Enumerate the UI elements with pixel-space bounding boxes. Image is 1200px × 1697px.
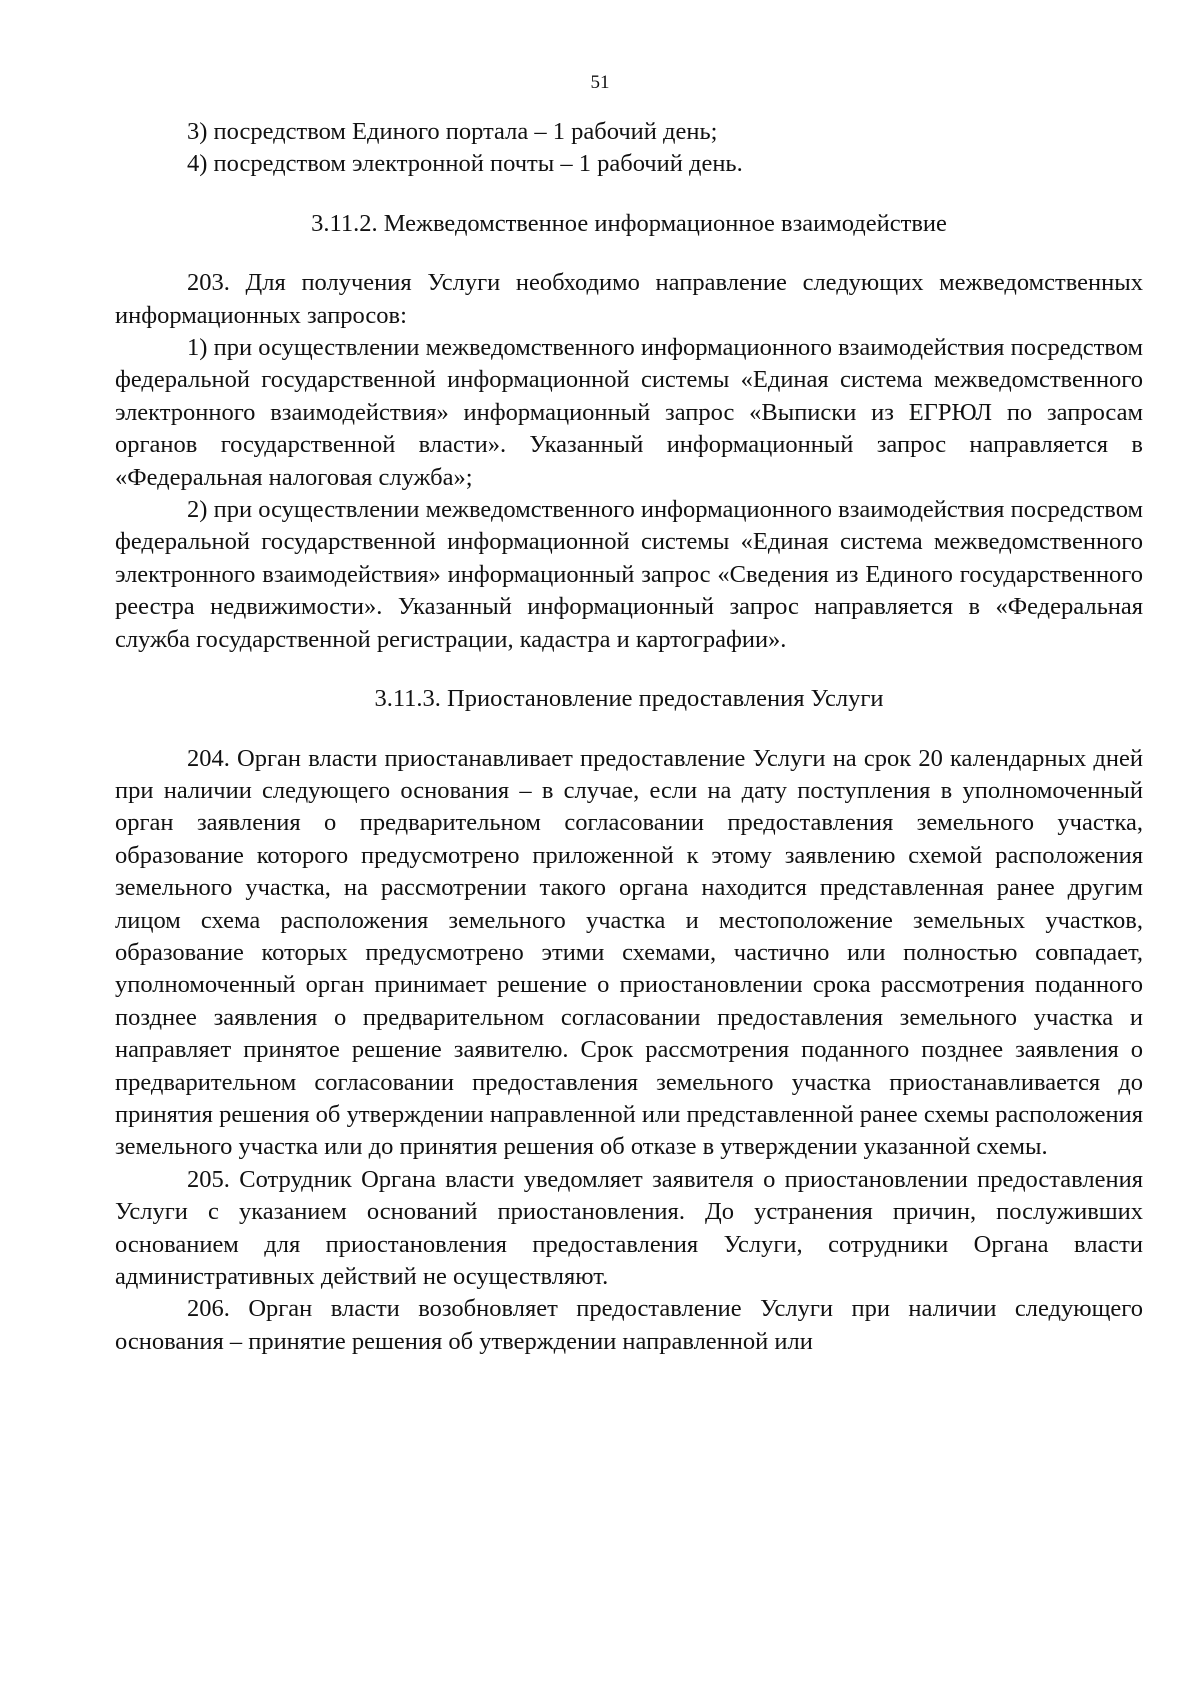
page-number: 51 bbox=[590, 72, 610, 93]
list-item-3: 3) посредством Единого портала – 1 рабочий день; bbox=[187, 118, 718, 145]
paragraph-204: 204. Орган власти приостанавливает предоставление Услуги на срок 20 календарных дней при наличии следующего основания – в случае, если на дату поступления в уполномоченный орган заявления о предварительном согласовании предоставления земельного участка, образование которого предусмотрено приложенной к этому заявлению схемой расположения земельного участка, на рассмотрении такого органа находится представленная ранее другим лицом схема расположения земельного участка и местоположение земельных участков, образование которых предусмотрено этими схемами, частично или полностью совпадает, уполномоченный орган принимает решение о приостановлении срока рассмотрения поданного позднее заявления о предварительном согласовании предоставления земельного участка и направляет принятое решение заявителю. Срок рассмотрения поданного позднее заявления о предварительном согласовании предоставления земельного участка приостанавливается до принятия решения об утверждении направленной или представленной ранее схемы расположения земельного участка или до принятия решения об отказе в утверждении указанной схемы. bbox=[115, 744, 1143, 1161]
paragraph-203-item-2: 2) при осуществлении межведомственного информационного взаимодействия посредством федеральной государственной информационной системы «Единая система межведомственного электронного взаимодействия» информационный запрос «Сведения из Единого государственного реестра недвижимости». Указанный информационный запрос направляется в «Федеральная служба государственной регистрации, кадастра и картографии». bbox=[115, 496, 1143, 653]
paragraph-206: 206. Орган власти возобновляет предоставление Услуги при наличии следующего основания – принятие решения об утверждении направленной или bbox=[115, 1295, 1143, 1355]
paragraph-203: 203. Для получения Услуги необходимо направление следующих межведомственных информационных запросов: bbox=[115, 269, 1143, 329]
list-item-4: 4) посредством электронной почты – 1 рабочий день. bbox=[187, 150, 743, 178]
paragraph-203-item-1: 1) при осуществлении межведомственного информационного взаимодействия посредством федеральной государственной информационной системы «Единая система межведомственного электронного взаимодействия» информационный запрос «Выписки из ЕГРЮЛ по запросам органов государственной власти». Указанный информационный запрос направляется в «Федеральная налоговая служба»; bbox=[115, 334, 1143, 491]
section-heading-3-11-3: 3.11.3. Приостановление предоставления Услуги bbox=[374, 685, 884, 713]
section-heading-3-11-2: 3.11.2. Межведомственное информационное взаимодействие bbox=[311, 209, 947, 237]
paragraph-205: 205. Сотрудник Органа власти уведомляет заявителя о приостановлении предоставления Услуги с указанием оснований приостановления. До устранения причин, послуживших основанием для приостановления предоставления Услуги, сотрудники Органа власти административных действий не осуществляют. bbox=[115, 1165, 1143, 1290]
document-body bbox=[115, 116, 1143, 1358]
